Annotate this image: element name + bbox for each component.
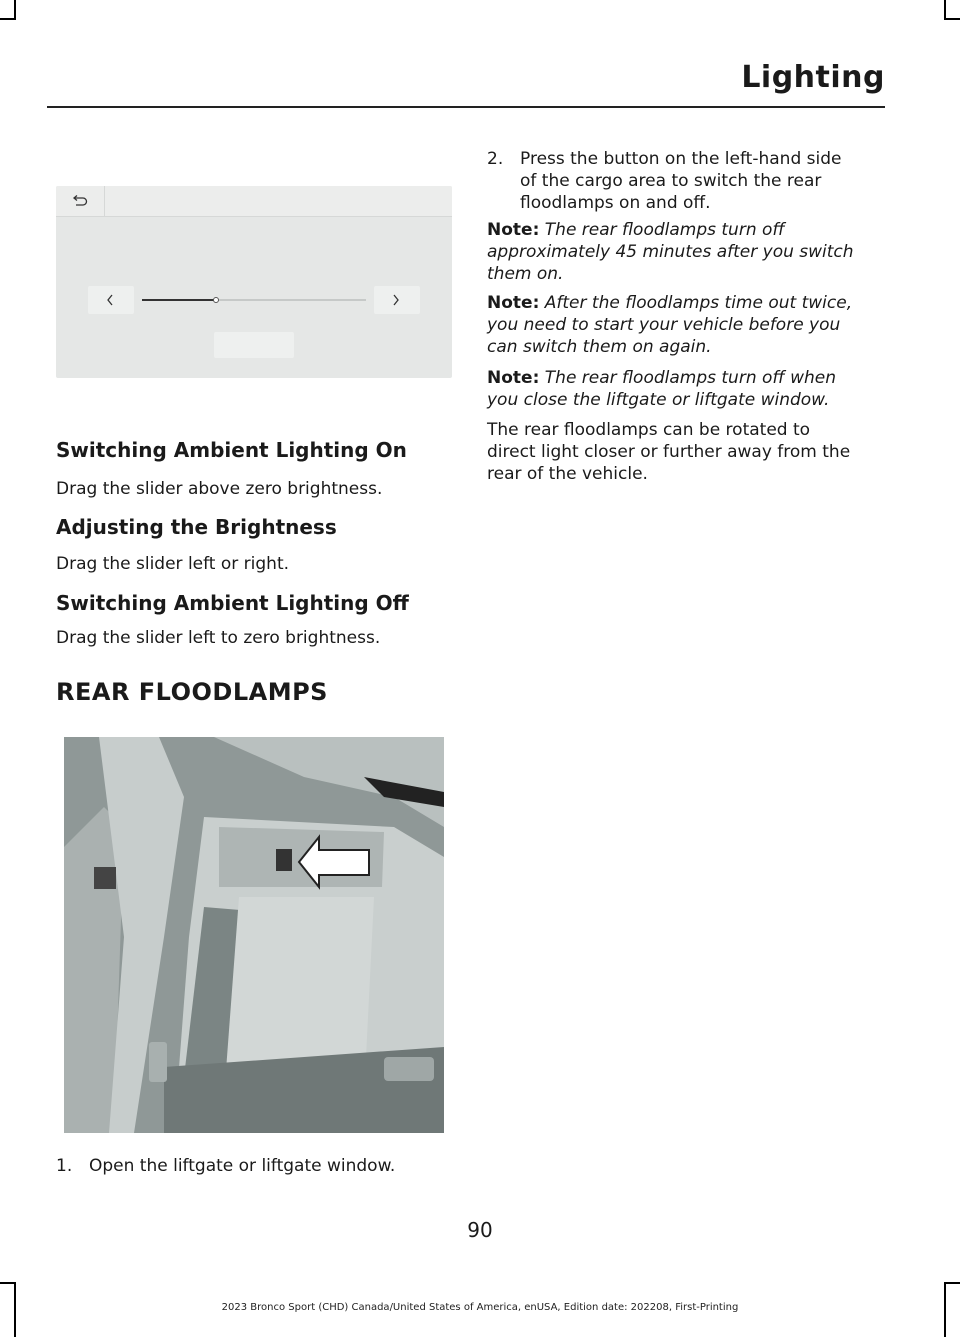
note-3 [487,367,882,411]
note-text: can switch them on again. [487,337,712,357]
note-text: The rear floodlamps turn off when [544,368,836,388]
chevron-right-icon [374,286,420,314]
ambient-lighting-screen-figure [56,186,452,378]
screen-top-bar [56,186,452,217]
note-2 [487,292,882,358]
slider-thumb [213,297,219,303]
crop-mark [944,18,960,20]
crop-mark [14,0,16,20]
step-number: 2. [487,149,504,169]
page-number: 90 [467,1218,493,1242]
heading-switching-off: Switching Ambient Lighting Off [56,591,409,615]
note-text: The rear floodlamps turn off [544,220,785,240]
note-text: After the floodlamps time out twice, [544,293,853,313]
page-title: Lighting [741,60,885,95]
crop-mark [944,1282,960,1284]
step-text: of the cargo area to switch the rear [520,171,822,191]
section-heading-rear-floodlamps: REAR FLOODLAMPS [56,678,328,706]
return-arrow-icon [56,186,105,216]
step-text: Open the liftgate or liftgate window. [89,1156,396,1176]
header-divider [47,106,885,108]
step-text: Press the button on the left-hand side [520,149,842,169]
note-text: approximately 45 minutes after you switch [487,242,854,262]
paragraph-line: direct light closer or further away from the [487,442,851,462]
step-number: 1. [56,1156,73,1176]
heading-brightness: Adjusting the Brightness [56,515,337,539]
paragraph-line: rear of the vehicle. [487,464,648,484]
paragraph-line: The rear floodlamps can be rotated to [487,420,811,440]
note-text: you need to start your vehicle before you [487,315,841,335]
chevron-left-icon [88,286,134,314]
text-switching-off: Drag the slider left to zero brightness. [56,628,381,648]
note-label: Note: [487,368,540,388]
cargo-area-illustration [64,737,444,1133]
crop-mark [0,18,16,20]
heading-switching-on: Switching Ambient Lighting On [56,438,407,462]
text-switching-on: Drag the slider above zero brightness. [56,479,383,499]
step-1 [56,1155,456,1177]
text-brightness: Drag the slider left or right. [56,554,290,574]
screen-blank-button [214,332,294,358]
note-label: Note: [487,220,540,240]
note-text: them on. [487,264,564,284]
floodlamp-rotation-paragraph [487,419,882,485]
slider-fill [142,299,216,301]
note-1 [487,219,882,285]
crop-mark [0,1282,16,1284]
footer-edition-info: 2023 Bronco Sport (CHD) Canada/United States of America, enUSA, Edition date: 202208, First-Printing [221,1302,739,1313]
brightness-slider [142,299,366,301]
step-2 [487,148,887,214]
step-text: floodlamps on and off. [520,193,711,213]
crop-mark [944,0,946,20]
note-text: you close the liftgate or liftgate window. [487,390,830,410]
note-label: Note: [487,293,540,313]
